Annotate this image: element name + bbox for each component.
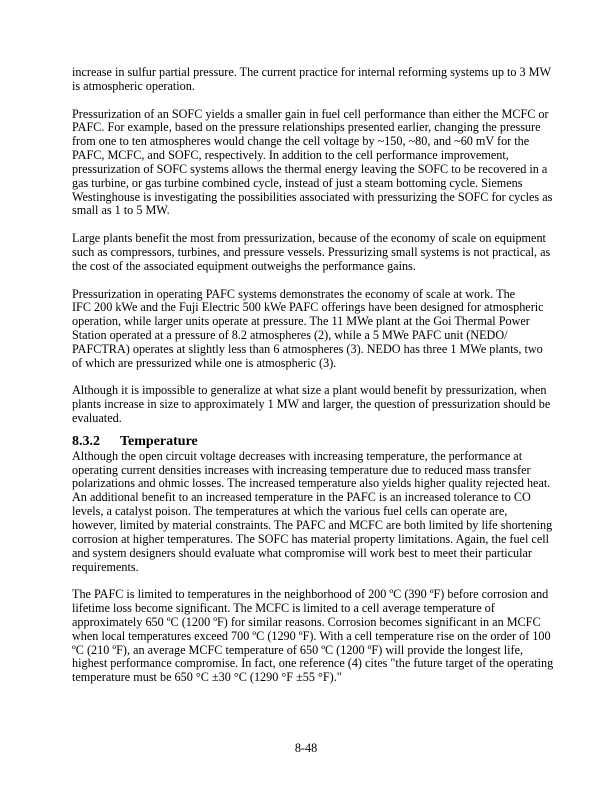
paragraph <box>72 288 552 371</box>
text-line: lifetime loss become significant. The MCFC is limited to a cell average temperature of <box>72 601 495 616</box>
text-line: Although the open circuit voltage decreases with increasing temperature, the performance at <box>72 448 523 463</box>
text-line: IFC 200 kWe and the Fuji Electric 500 kWe PAFC offerings have been designed for atmospheric <box>72 300 544 315</box>
text-line: Station operated at a pressure of 8.2 atmospheres (2), while a 5 MWe PAFC unit (NEDO/ <box>72 328 508 343</box>
paragraph <box>72 232 552 274</box>
text-line: The PAFC is limited to temperatures in the neighborhood of 200 ºC (390 ºF) before corrosion and <box>72 587 549 602</box>
text-line: plants increase in size to approximately 1 MW and larger, the question of pressurization should be <box>72 397 551 412</box>
text-line: PAFCTRA) operates at slightly less than 6 atmospheres (3). NEDO has three 1 MWe plants, two <box>72 341 543 356</box>
paragraph <box>72 66 552 94</box>
page-body <box>72 66 552 699</box>
text-line: gas turbine, or gas turbine combined cycle, instead of just a steam bottoming cycle. Siemens <box>72 175 523 190</box>
text-line: from one to ten atmospheres would change the cell voltage by ~150, ~80, and ~60 mV for the <box>72 134 530 149</box>
text-line: corrosion at higher temperatures. The SOFC has material property limitations. Again, the fuel cell <box>72 531 549 546</box>
section-heading <box>72 434 552 450</box>
text-line: An additional benefit to an increased temperature in the PAFC is an increased tolerance to CO <box>72 490 531 505</box>
text-line: pressurization of SOFC systems allows the thermal energy leaving the SOFC to be recovered in a <box>72 161 548 176</box>
text-line: such as compressors, turbines, and pressure vessels. Pressurizing small systems is not practical, as <box>72 244 551 259</box>
text-line: when local temperatures exceed 700 ºC (1290 ºF). With a cell temperature rise on the order of 100 <box>72 628 551 643</box>
section-intro <box>72 66 552 426</box>
text-line: Pressurization of an SOFC yields a smaller gain in fuel cell performance than either the MCFC or <box>72 106 549 121</box>
text-line: Although it is impossible to generalize at what size a plant would benefit by pressurization, when <box>72 383 547 398</box>
text-line: ºC (210 ºF), an average MCFC temperature of 650 ºC (1200 ºF) will provide the longest life, <box>72 642 524 657</box>
text-line: operation, while larger units operate at pressure. The 11 MWe plant at the Goi Thermal Power <box>72 314 530 329</box>
text-line: however, limited by material constraints. The PAFC and MCFC are both limited by life shortening <box>72 518 553 532</box>
text-line: operating current densities increases with increasing temperature due to reduced mass transfer <box>72 462 531 477</box>
text-line: levels, a catalyst poison. The temperatures at which the various fuel cells can operate are, <box>72 504 508 519</box>
section-body <box>72 450 552 685</box>
paragraph <box>72 108 552 219</box>
text-line: Pressurization in operating PAFC systems demonstrates the economy of scale at work. The <box>72 286 516 301</box>
text-line: highest performance compromise. In fact, one reference (4) cites "the future target of the operating <box>72 656 554 671</box>
page-number: 8-48 <box>294 741 318 755</box>
text-line: of which are pressurized while one is atmospheric (3). <box>72 355 337 370</box>
text-line: is atmospheric operation. <box>72 78 195 93</box>
text-line: the cost of the associated equipment outweighs the performance gains. <box>72 258 416 273</box>
section-title: Temperature <box>120 433 198 449</box>
paragraph <box>72 450 552 575</box>
text-line: requirements. <box>72 559 139 574</box>
text-line: approximately 650 ºC (1200 ºF) for similar reasons. Corrosion becomes significant in an MCFC <box>72 614 541 629</box>
text-line: small as 1 to 5 MW. <box>72 203 170 218</box>
text-line: Westinghouse is investigating the possibilities associated with pressurizing the SOFC for cycles as <box>72 189 553 204</box>
text-line: temperature must be 650 °C ±30 °C (1290 °F ±55 °F)." <box>72 670 342 685</box>
text-line: evaluated. <box>72 411 122 426</box>
text-line: increase in sulfur partial pressure. The current practice for internal reforming systems up to 3 MW <box>72 65 551 79</box>
text-line: PAFC. For example, based on the pressure relationships presented earlier, changing the pressure <box>72 120 541 135</box>
text-line: PAFC, MCFC, and SOFC, respectively. In addition to the cell performance improvement, <box>72 148 509 163</box>
section-number: 8.3.2 <box>72 433 100 449</box>
paragraph <box>72 588 552 685</box>
text-line: Large plants benefit the most from pressurization, because of the economy of scale on equipment <box>72 231 546 246</box>
paragraph <box>72 384 552 426</box>
text-line: polarizations and ohmic losses. The increased temperature also yields higher quality rejected heat. <box>72 476 551 491</box>
text-line: and system designers should evaluate what compromise will work best to meet their particular <box>72 545 532 560</box>
